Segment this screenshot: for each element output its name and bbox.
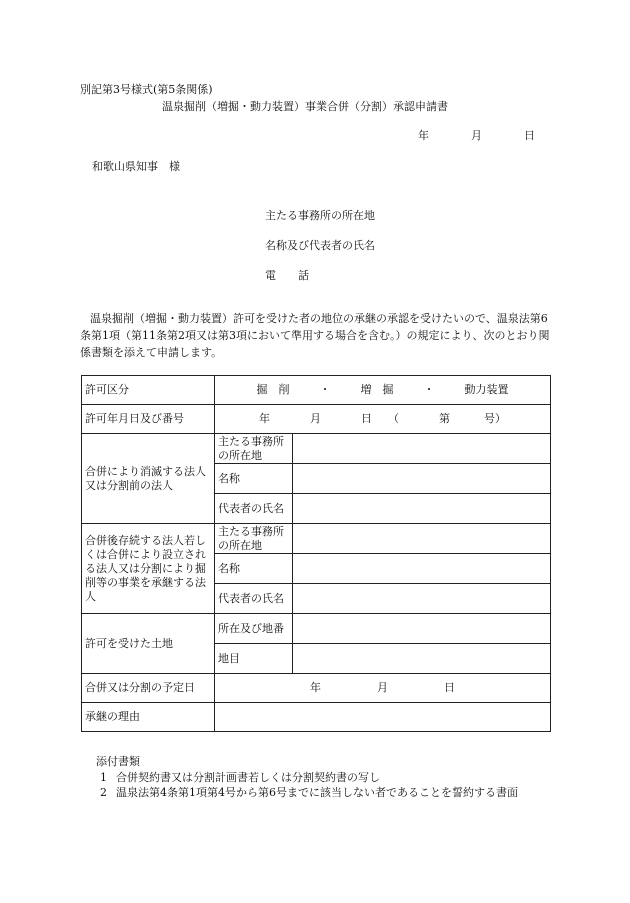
land-location-value[interactable] [293, 614, 551, 644]
dissolving-name-label: 名称 [215, 464, 293, 494]
dissolving-office-value[interactable] [293, 434, 551, 464]
permit-month: 月 [310, 412, 321, 425]
permit-number-prefix: 第 [439, 412, 450, 425]
permit-day: 日 [361, 412, 372, 425]
form-title: 温泉掘削（増掘・動力装置）事業合併（分割）承認申請書 [162, 100, 448, 113]
date-year: 年 [418, 129, 429, 142]
application-table [81, 375, 551, 732]
attachment-number: 2 [100, 786, 107, 799]
dissolving-rep-value[interactable] [293, 494, 551, 524]
merger-day: 日 [444, 681, 455, 694]
permit-category-options [215, 376, 551, 405]
option-kussaku: 掘 削 [256, 383, 290, 396]
office-address-label: 主たる事務所の所在地 [265, 209, 375, 222]
addressee: 和歌山県知事 様 [92, 160, 180, 173]
surviving-office-value[interactable] [293, 524, 551, 554]
reason-label: 承継の理由 [82, 703, 215, 732]
option-zokutsu: 増 掘 [360, 383, 394, 396]
attachment-number: 1 [100, 771, 107, 784]
surviving-office-label: 主たる事務所の所在地 [215, 524, 293, 554]
land-category-label: 地目 [215, 644, 293, 674]
attachment-item [100, 770, 540, 785]
dissolving-name-value[interactable] [293, 464, 551, 494]
dissolving-rep-label: 代表者の氏名 [215, 494, 293, 524]
attachment-text: 温泉法第4条第1項第4号から第6号までに該当しない者であることを誓約する書面 [116, 786, 518, 799]
attachment-item [100, 785, 540, 800]
permit-year: 年 [259, 412, 270, 425]
form-number: 別記第3号様式(第5条関係) [80, 83, 213, 96]
permit-number-suffix: 号） [484, 412, 506, 425]
body-text: 温泉掘削（増掘・動力装置）許可を受けた者の地位の承継の承認を受けたいので、温泉法第6条第1項（第11条第2項又は第3項において準用する場合を含む。）の規定により、次のとおり関係書類を添えて申請します。 [80, 312, 550, 359]
name-label: 名称及び代表者の氏名 [265, 239, 375, 252]
reason-value[interactable] [215, 703, 551, 732]
date-month: 月 [471, 129, 482, 142]
dissolving-entity-label: 合併により消滅する法人又は分割前の法人 [82, 434, 215, 524]
surviving-entity-label: 合併後存続する法人若しくは合併により設立される法人又は分割により掘削等の事業を承継する法人 [82, 524, 215, 614]
land-label: 許可を受けた土地 [82, 614, 215, 674]
option-douryoku: 動力装置 [464, 383, 509, 396]
separator: ・ [319, 383, 331, 396]
surviving-name-label: 名称 [215, 554, 293, 584]
permit-date-label: 許可年月日及び番号 [82, 405, 215, 434]
permit-category-label: 許可区分 [82, 376, 215, 405]
land-location-label: 所在及び地番 [215, 614, 293, 644]
merger-date-label: 合併又は分割の予定日 [82, 674, 215, 703]
surviving-rep-label: 代表者の氏名 [215, 584, 293, 614]
date-day: 日 [524, 129, 535, 142]
separator: ・ [423, 383, 435, 396]
attachments-list [100, 770, 540, 800]
merger-year: 年 [310, 681, 321, 694]
merger-month: 月 [377, 681, 388, 694]
permit-date-value [215, 405, 551, 434]
paren-open: （ [388, 412, 399, 425]
date-line [418, 127, 535, 143]
dissolving-office-label: 主たる事務所の所在地 [215, 434, 293, 464]
phone-label: 電 話 [265, 269, 309, 282]
merger-date-value [215, 674, 551, 703]
surviving-rep-value[interactable] [293, 584, 551, 614]
surviving-name-value[interactable] [293, 554, 551, 584]
attachments-title: 添付書類 [96, 755, 140, 768]
land-category-value[interactable] [293, 644, 551, 674]
attachment-text: 合併契約書又は分割計画書若しくは分割契約書の写し [116, 771, 380, 784]
